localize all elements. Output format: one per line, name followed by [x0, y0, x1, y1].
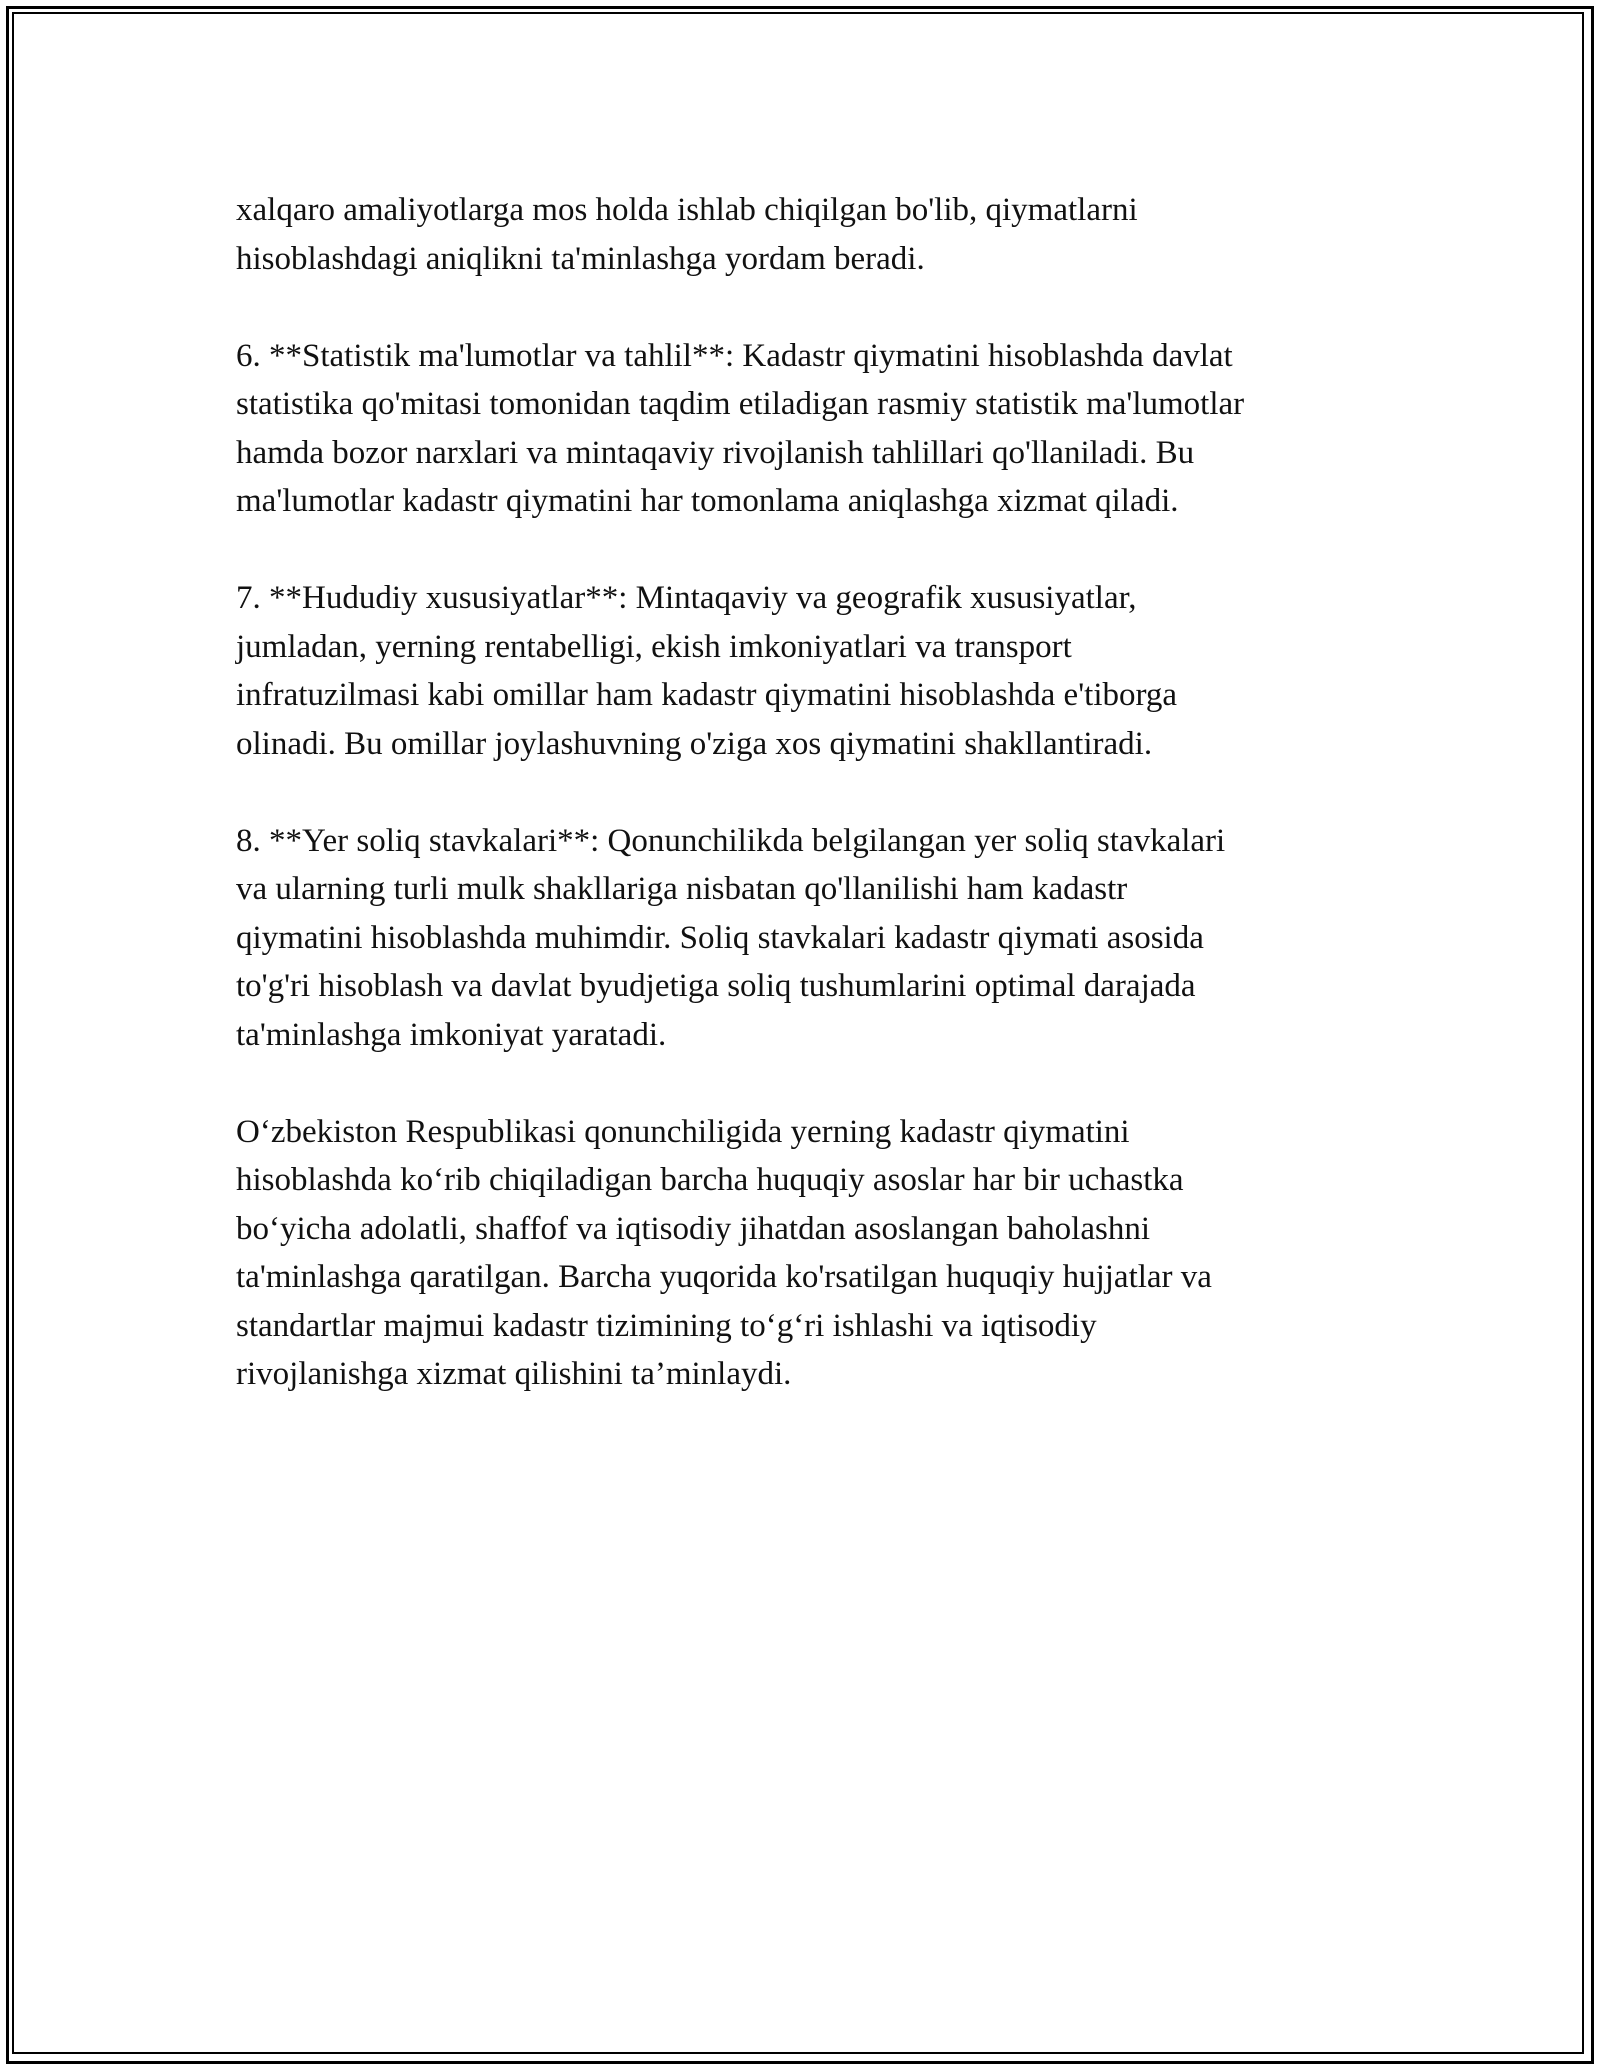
paragraph-item-7: 7. **Hududiy xususiyatlar**: Mintaqaviy va geografik xususiyatlar, jumladan, yerning rentabelligi, ekish imkoniyatlari va transport infratuzilmasi kabi omillar ham kadastr qiymatini hisoblashda e'tiborga olinadi. Bu omillar joylashuvning o'ziga xos qiymatini shakllantiradi.: [236, 580, 1178, 762]
paragraph-item-8: 8. **Yer soliq stavkalari**: Qonunchilikda belgilangan yer soliq stavkalari va ularning turli mulk shakllariga nisbatan qo'llanilishi ham kadastr qiymatini hisoblashda muhimdir. Soliq stavkalari kadastr qiymati asosida to'g'ri hisoblash va davlat byudjetiga soliq tushumlarini optimal darajada ta'minlashga imkoniyat yaratadi.: [236, 822, 1226, 1053]
paragraph-item-6: 6. **Statistik ma'lumotlar va tahlil**: Kadastr qiymatini hisoblashda davlat statistika qo'mitasi tomonidan taqdim etiladigan rasmiy statistik ma'lumotlar hamda bozor narxlari va mintaqaviy rivojlanish tahlillari qo'llaniladi. Bu ma'lumotlar kadastr qiymatini har tomonlama aniqlashga xizmat qiladi.: [236, 337, 1245, 519]
document-body: [236, 186, 1371, 1447]
paragraph-conclusion: O‘zbekiston Respublikasi qonunchiligida yerning kadastr qiymatini hisoblashda ko‘rib chiqiladigan barcha huquqiy asoslar har bir uchastka bo‘yicha adolatli, shaffof va iqtisodiy jihatdan asoslangan baholashni ta'minlashga qaratilgan. Barcha yuqorida ko'rsatilgan huquqiy hujjatlar va standartlar majmui kadastr tizimining to‘g‘ri ishlashi va iqtisodiy rivojlanishga xizmat qilishini ta’minlaydi.: [236, 1113, 1212, 1392]
paragraph-continuation: xalqaro amaliyotlarga mos holda ishlab chiqilgan bo'lib, qiymatlarni hisoblashdagi aniqlikni ta'minlashga yordam beradi.: [236, 192, 1138, 277]
